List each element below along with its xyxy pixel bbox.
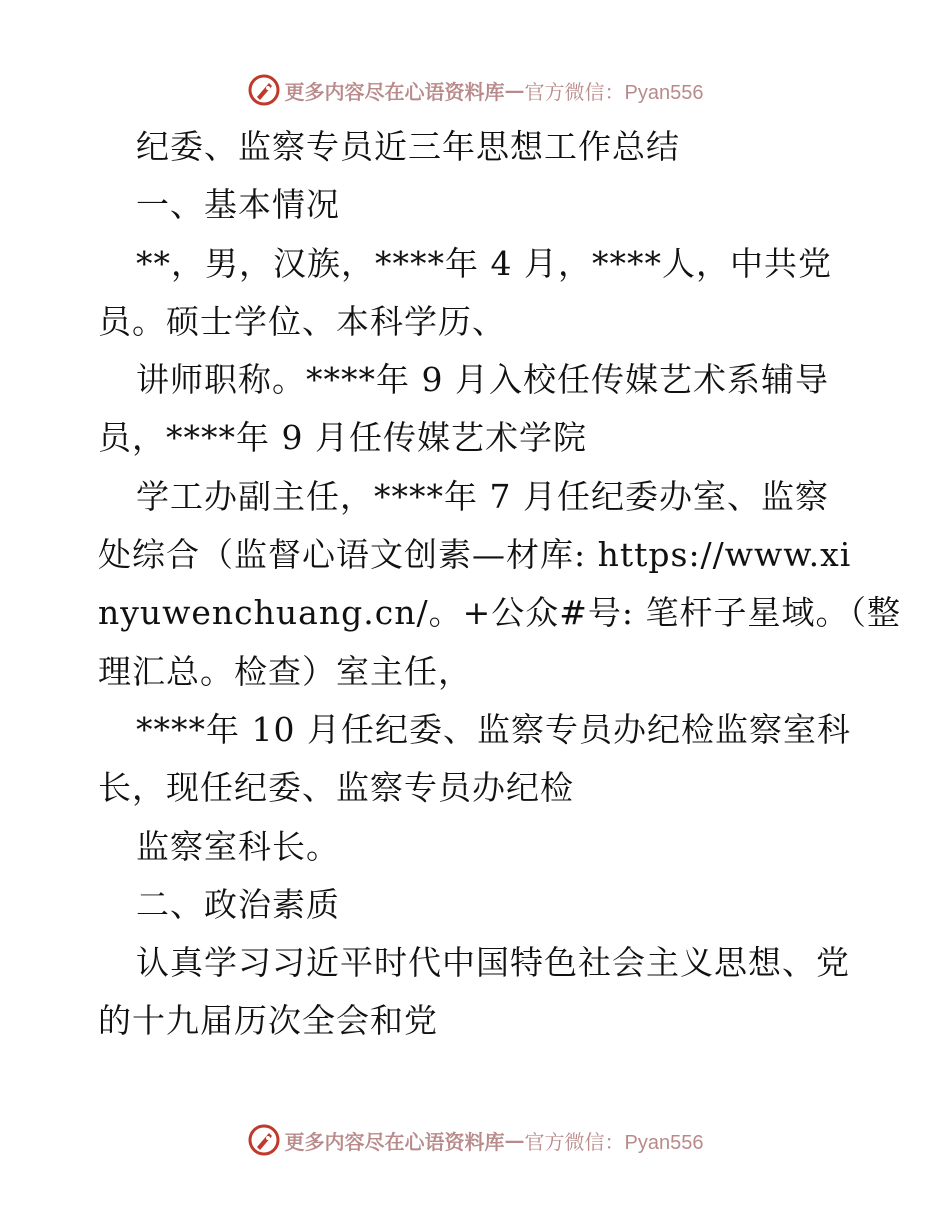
banner-dash: — [504, 1128, 525, 1152]
banner-wechat-text: 官方微信：Pyan556 [524, 81, 704, 104]
paragraph-line: 监察室科长。 [136, 826, 340, 866]
paragraph-line: 的十九届历次全会和党 [98, 1001, 438, 1041]
section-heading-political-quality: 二、政治素质 [136, 884, 340, 924]
paragraph-line: 长，现任纪委、监察专员办纪检 [98, 768, 574, 808]
paragraph-line: 学工办副主任，****年 7 月任纪委办室、监察 [136, 476, 829, 516]
paragraph-line: 处综合（监督心语文创素—材库: https://www.xi [98, 535, 852, 575]
paragraph-line: nyuwenchuang.cn/。+公众#号: 笔杆子星域。（整 [98, 593, 901, 633]
paragraph-line: 员，****年 9 月任传媒艺术学院 [98, 418, 587, 458]
paragraph-line: 理汇总。检查）室主任， [98, 651, 472, 691]
banner-main-text: 更多内容尽在心语资料库 [284, 1129, 505, 1154]
pen-nib-logo-icon [247, 1123, 281, 1157]
pen-nib-logo-icon [247, 73, 281, 107]
paragraph-line: 讲师职称。****年 9 月入校任传媒艺术系辅导 [136, 360, 829, 400]
footer-watermark-banner [0, 1120, 950, 1160]
document-body [98, 118, 901, 1051]
paragraph-line: **，男，汉族，****年 4 月，****人，中共党 [136, 243, 832, 283]
section-heading-basic-info: 一、基本情况 [136, 185, 340, 225]
banner-wechat-text: 官方微信：Pyan556 [524, 1131, 704, 1154]
paragraph-line: ****年 10 月任纪委、监察专员办纪检监察室科 [136, 709, 851, 749]
paragraph-line: 认真学习习近平时代中国特色社会主义思想、党 [136, 943, 850, 983]
paragraph-line: 员。硕士学位、本科学历、 [98, 301, 506, 341]
document-title: 纪委、监察专员近三年思想工作总结 [136, 127, 680, 166]
banner-dash: — [504, 78, 525, 102]
banner-main-text: 更多内容尽在心语资料库 [284, 79, 505, 104]
header-watermark-banner [0, 70, 950, 110]
